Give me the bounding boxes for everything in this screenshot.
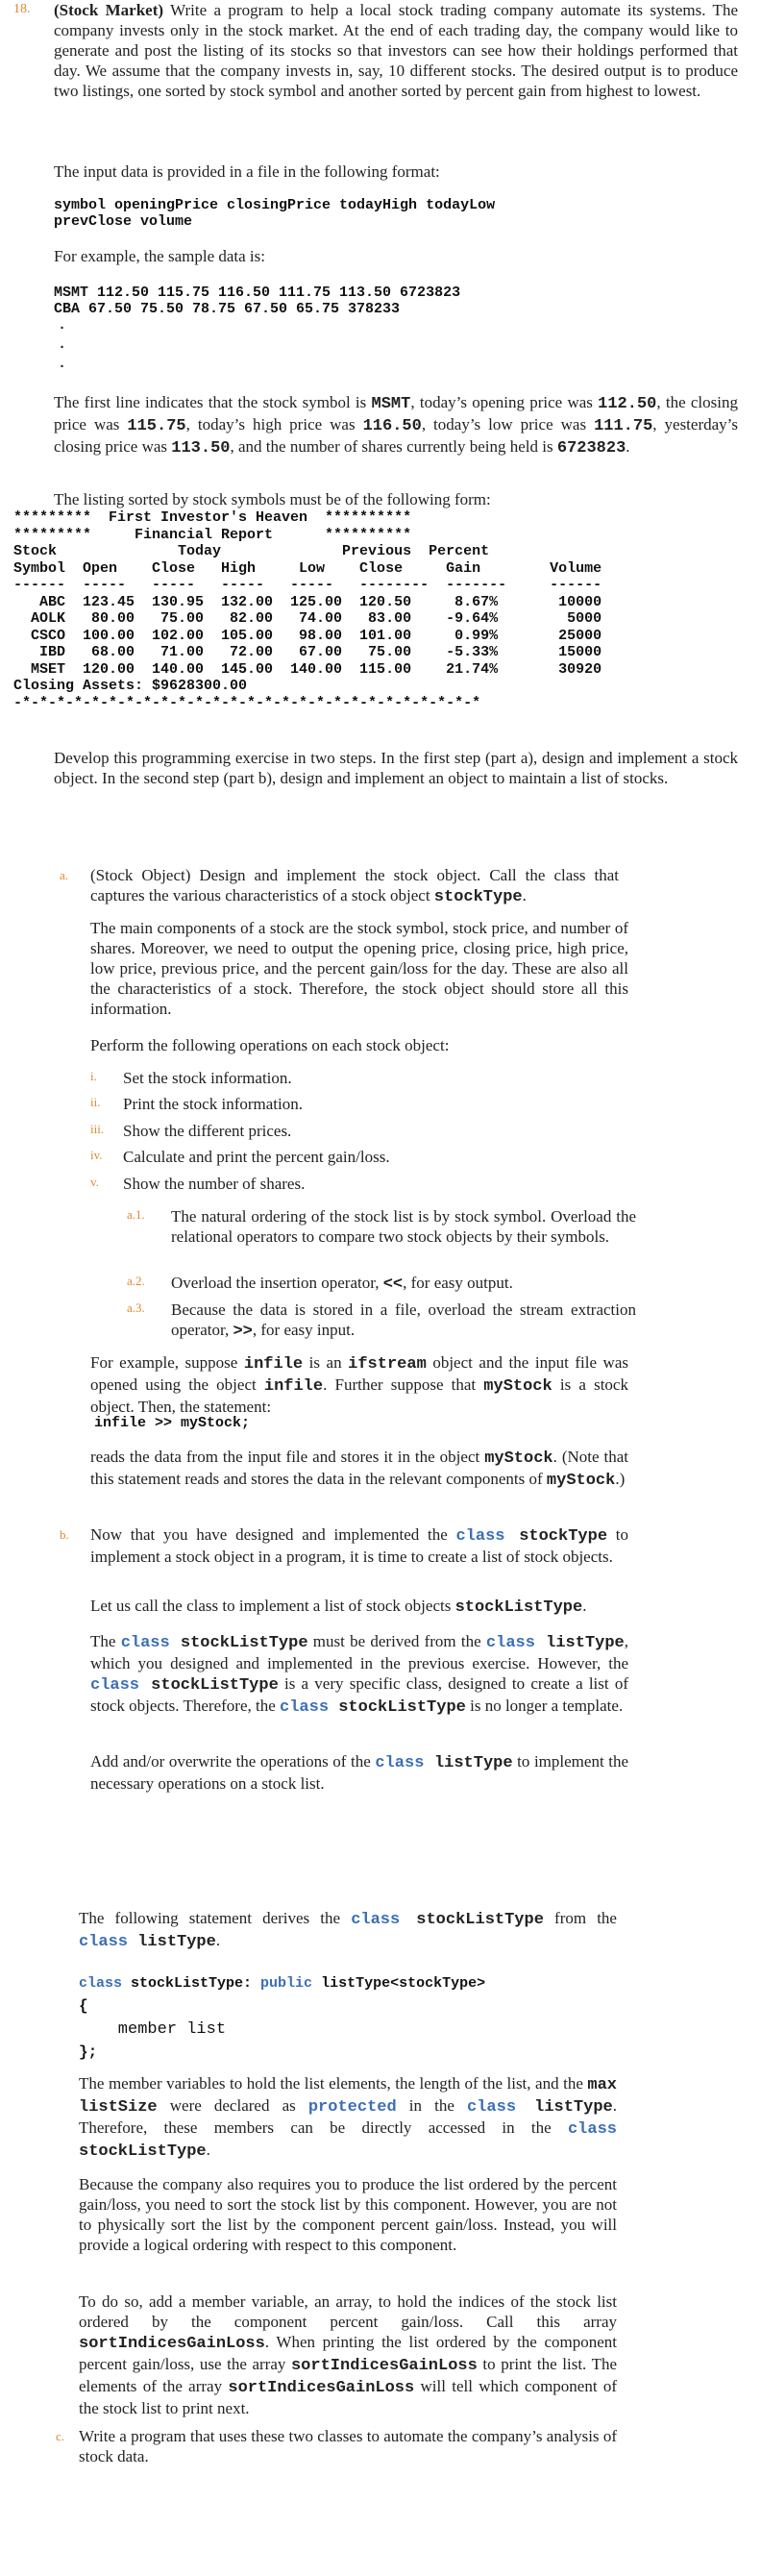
part-a-reads: reads the data from the input file and stores it in the object myStock. (Note that this statement reads and stores the data in the relevant components of myStock.) (90, 1448, 629, 1490)
sub-item-a1: a.1. The natural ordering of the stock list is by stock symbol. Overload the relational operators to compare two stock objects by their symbols. (127, 1207, 636, 1246)
listing-intro: The listing sorted by stock symbols must be of the following form: (54, 490, 491, 508)
sub-item-a3: a.3. Because the data is stored in a file, overload the stream extraction operator, >>, for easy input. (127, 1300, 636, 1341)
sub-item-a2: a.2. Overload the insertion operator, <<, for easy output. (127, 1274, 513, 1294)
op-item: v. Show the number of shares. (90, 1175, 306, 1193)
statement-code: infile >> myStock; (94, 1415, 251, 1431)
part-a-marker: a. (60, 868, 69, 882)
problem-intro (54, 0, 738, 101)
part-b-p2: Let us call the class to implement a list of stock objects stockListType. (90, 1597, 587, 1617)
develop-text: Develop this programming exercise in two steps. In the first step (part a), design and implement a stock object. In the second step (part b), design and implement an object to maintain a list of stocks. (54, 749, 738, 787)
ellipsis-dot: · (58, 359, 67, 375)
part-c-marker: c. (56, 2429, 65, 2443)
problem-number: 18. (13, 2, 31, 16)
op-item: iii. Show the different prices. (90, 1122, 292, 1140)
format-code: symbol openingPrice closingPrice todayHigh todayLow prevClose volume (54, 197, 496, 230)
members-text: The member variables to hold the list elements, the length of the list, and the max listSize were declared as protected in the class listType. Therefore, these members can be directly accessed in the class stockListType. (79, 2074, 617, 2161)
sample-explanation: The first line indicates that the stock symbol is MSMT, today’s opening price was 112.50, the closing price was 115.75, today’s high price was 116.50, today’s low price was 111.75, yesterday’s closing price was 113.50, and the number of shares currently being held is 6723823. (54, 393, 738, 458)
input-intro: The input data is provided in a file in the following format: (54, 162, 440, 181)
derive-text: The following statement derives the class stockListType from the class listType. (79, 1909, 617, 1951)
part-a-p3: Perform the following operations on each stock object: (90, 1036, 450, 1054)
part-b-marker: b. (60, 1527, 69, 1542)
part-c-text: Write a program that uses these two classes to automate the company’s analysis of stock data. (79, 2427, 617, 2465)
sample-code: MSMT 112.50 115.75 116.50 111.75 113.50 6723823 CBA 67.50 75.50 78.75 67.50 65.75 378233 (54, 285, 461, 317)
part-b-p1: Now that you have designed and implemented the class stockType to implement a stock object in a program, it is time to create a list of stock objects. (90, 1525, 628, 1566)
part-a-p1: (Stock Object) Design and implement the stock object. Call the class that captures the various characteristics of a stock object stockType. (90, 866, 619, 906)
because-text: Because the company also requires you to produce the list ordered by the percent gain/loss, you need to sort the stock list by this component. However, you are not to physically sort the list by the component percent gain/loss. Instead, you will provide a logical ordering with respect to this component. (79, 2175, 617, 2254)
problem-title: (Stock Market) (54, 1, 164, 19)
example-intro: For example, the sample data is: (54, 247, 265, 265)
todo-text: To do so, add a member variable, an array, to hold the indices of the stock list ordered by the component percent gain/loss. Call this array sortIndicesGainLoss. When printing the list ordered by the component percent gain/loss, use the array sortIndicesGainLoss to print the list. The elements of the array sortIndicesGainLoss will tell which component of the stock list to print next. (79, 2292, 618, 2417)
op-item: i. Set the stock information. (90, 1069, 292, 1087)
class-decl-code: class stockListType: public listType<stockType> { member list }; (79, 1975, 486, 2061)
intro-text: Write a program to help a local stock trading company automate its systems. The company invests only in the stock market. At the end of each trading day, the company would like to generate and post the listing of its stocks so that investors can see how their holdings performed that day. We assume that the company invests in, say, 10 different stocks. The desired output is to produce two listings, one sorted by stock symbol and another sorted by percent gain from highest to lowest. (54, 1, 738, 100)
part-b-p3: The class stockListType must be derived from the class listType, which you designed and implemented in the previous exercise. However, the class stockListType is a very specific class, designed to create a list of stock objects. Therefore, the class stockListType is no longer a template. (90, 1632, 628, 1717)
op-item: ii. Print the stock information. (90, 1095, 303, 1113)
ellipsis-dot: · (58, 339, 67, 356)
part-b-p4: Add and/or overwrite the operations of the class listType to implement the necessary operations on a stock list. (90, 1752, 629, 1793)
part-a-example: For example, suppose infile is an ifstream object and the input file was opened using the object infile. Further suppose that myStock is a stock object. Then, the statement: (90, 1353, 628, 1416)
part-a-p2: The main components of a stock are the stock symbol, stock price, and number of shares. Moreover, we need to output the opening price, closing price, high price, low price, previous price, and the percent gain/loss for the day. These are also all the characteristics of a stock. Therefore, the stock object should store all this information. (90, 919, 628, 1018)
ellipsis-dot: · (58, 320, 67, 336)
listing-report: ********* First Investor's Heaven ********** ********* Financial Report ********** Stock Today Previous Percent Symbol Open Close High Low Close Gain Volume ------ ----- ----- ----- ----- -------- ------- ------ ABC 123.45 130.95 132.00 125.00 120.50 8.67% 10000 AOLK 80.00 75.00 82.00 74.00 83.00 -9.64% 5000 CSCO 100.00 102.00 105.00 98.00 101.00 0.99% 25000 IBD 68.00 71.00 72.00 67.00 75.00 -5.33% 15000 MSET 120.00 140.00 145.00 140.00 115.00 21.74% 30920 Closing Assets: $9628300.00 -*-*-*-*-*-*-*-*-*-*-*-*-*-*-*-*-*-*-*-*-*-*-*-*-*-*-* (13, 509, 602, 711)
op-item: iv. Calculate and print the percent gain/loss. (90, 1148, 390, 1166)
